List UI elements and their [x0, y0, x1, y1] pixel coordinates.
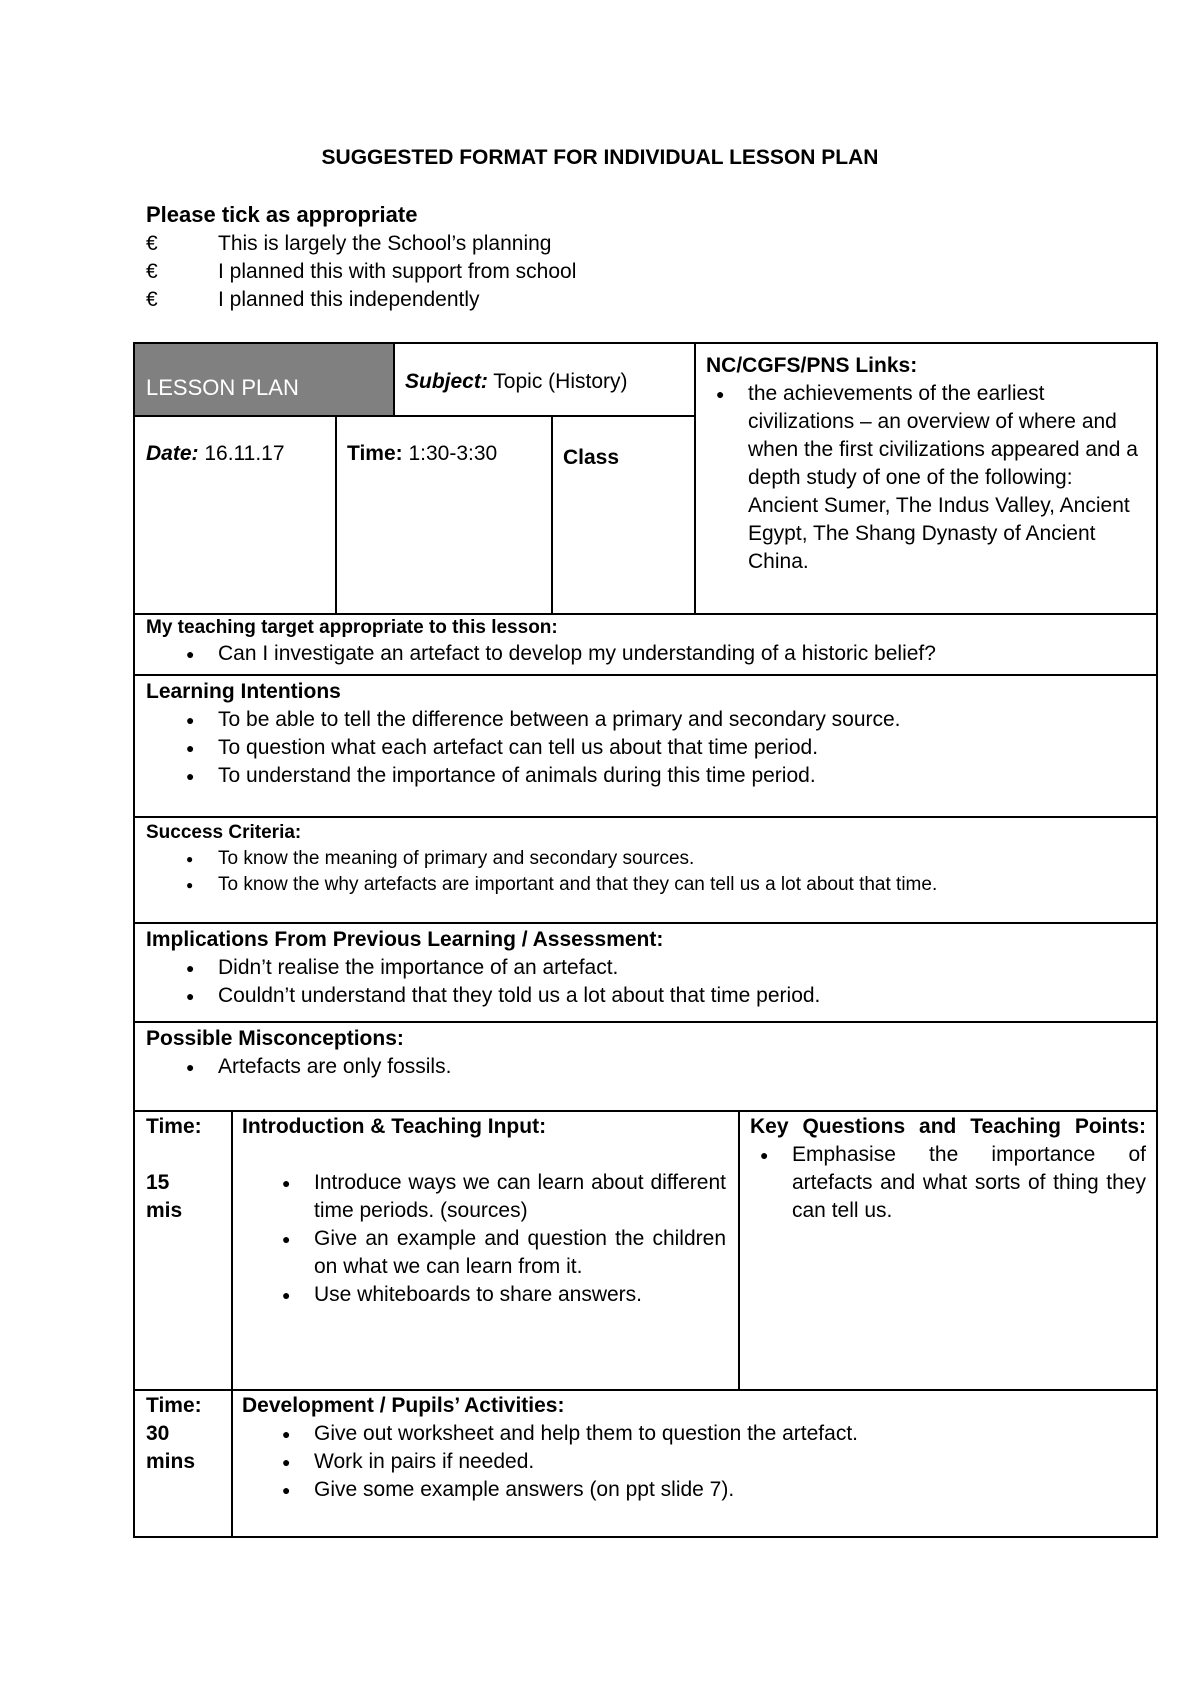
list-item: ● To know the meaning of primary and secondary sources.	[146, 846, 1146, 872]
list-item: ● To be able to tell the difference between a primary and secondary source.	[146, 706, 1146, 734]
list-item: ● Introduce ways we can learn about different time periods. (sources)	[242, 1169, 726, 1225]
learning-intentions: Learning Intentions ● To be able to tell the difference between a primary and secondary source. ● To question what each artefact can tell us about that time period. ● To understand the importance of animals during this time period.	[146, 678, 1146, 790]
checkbox-icon[interactable]: €	[146, 232, 158, 255]
tick-heading: Please tick as appropriate	[146, 202, 418, 227]
list-item: ● Can I investigate an artefact to develop my understanding of a historic belief?	[146, 640, 1146, 668]
list-item: ● Use whiteboards to share answers.	[242, 1281, 726, 1309]
checkbox-icon[interactable]: €	[146, 288, 158, 311]
intro-time: Time: 15 mis	[146, 1115, 202, 1222]
list-item: ● Couldn’t understand that they told us a lot about that time period.	[146, 982, 1146, 1010]
tick-option-label: I planned this with support from school	[218, 260, 577, 283]
list-item: ● the achievements of the earliest civilizations – an overview of where and when the first civilizations appeared and a depth study of one of the following: Ancient Sumer, The Indus Valley, Ancient Egypt, The Shang Dynasty of Ancient China.	[676, 380, 1146, 576]
class-field: Class	[563, 446, 620, 469]
lesson-plan-title: LESSON PLAN	[146, 375, 299, 400]
list-item: ● Give an example and question the children on what we can learn from it.	[242, 1225, 726, 1281]
teaching-target: My teaching target appropriate to this lesson: ● Can I investigate an artefact to develop my understanding of a historic belief?	[146, 616, 1146, 668]
list-item: ● Give out worksheet and help them to question the artefact.	[242, 1420, 1142, 1448]
misconceptions: Possible Misconceptions: ● Artefacts are only fossils.	[146, 1025, 1146, 1081]
tick-option-label: This is largely the School’s planning	[218, 232, 552, 255]
list-item: ● Artefacts are only fossils.	[146, 1053, 1146, 1081]
development-time: Time: 30 mins	[146, 1394, 202, 1473]
tick-option[interactable]	[146, 286, 576, 314]
tick-option-label: I planned this independently	[218, 288, 480, 311]
list-item: ● Didn’t realise the importance of an artefact.	[146, 954, 1146, 982]
list-item: ● To know the why artefacts are important and that they can tell us a lot about that time.	[146, 872, 1146, 898]
success-criteria: Success Criteria: ● To know the meaning of primary and secondary sources. ● To know the why artefacts are important and that they can tell us a lot about that time.	[146, 820, 1146, 898]
key-questions: Key Questions and Teaching Points: ● Emphasise the importance of artefacts and what sorts of thing they can tell us.	[750, 1113, 1146, 1225]
list-item: ● Give some example answers (on ppt slide 7).	[242, 1476, 1142, 1504]
nc-links-label: NC/CGFS/PNS Links:	[706, 354, 918, 377]
date-field: Date: 16.11.17	[146, 442, 285, 465]
implications: Implications From Previous Learning / Assessment: ● Didn’t realise the importance of an artefact. ● Couldn’t understand that they told us a lot about that time period.	[146, 926, 1146, 1010]
tick-option[interactable]	[146, 230, 576, 258]
list-item: ● Emphasise the importance of artefacts and what sorts of thing they can tell us.	[720, 1141, 1146, 1225]
list-item: ● To question what each artefact can tell us about that time period.	[146, 734, 1146, 762]
subject-field: Subject: Topic (History)	[405, 370, 628, 393]
page-title: SUGGESTED FORMAT FOR INDIVIDUAL LESSON PLAN	[321, 146, 879, 169]
intro-teaching-input: Introduction & Teaching Input: ● Introduce ways we can learn about different time periods. (sources) ● Give an example and question the children on what we can learn from it. ● Use whiteboards to share answers.	[242, 1113, 726, 1309]
tick-options	[146, 230, 576, 314]
list-item: ● To understand the importance of animals during this time period.	[146, 762, 1146, 790]
time-field: Time: 1:30-3:30	[347, 442, 498, 465]
nc-links	[706, 352, 1146, 576]
tick-option[interactable]	[146, 258, 576, 286]
list-item: ● Work in pairs if needed.	[242, 1448, 1142, 1476]
checkbox-icon[interactable]: €	[146, 260, 158, 283]
development-activities: Development / Pupils’ Activities: ● Give out worksheet and help them to question the artefact. ● Work in pairs if needed. ● Give some example answers (on ppt slide 7).	[242, 1392, 1142, 1504]
